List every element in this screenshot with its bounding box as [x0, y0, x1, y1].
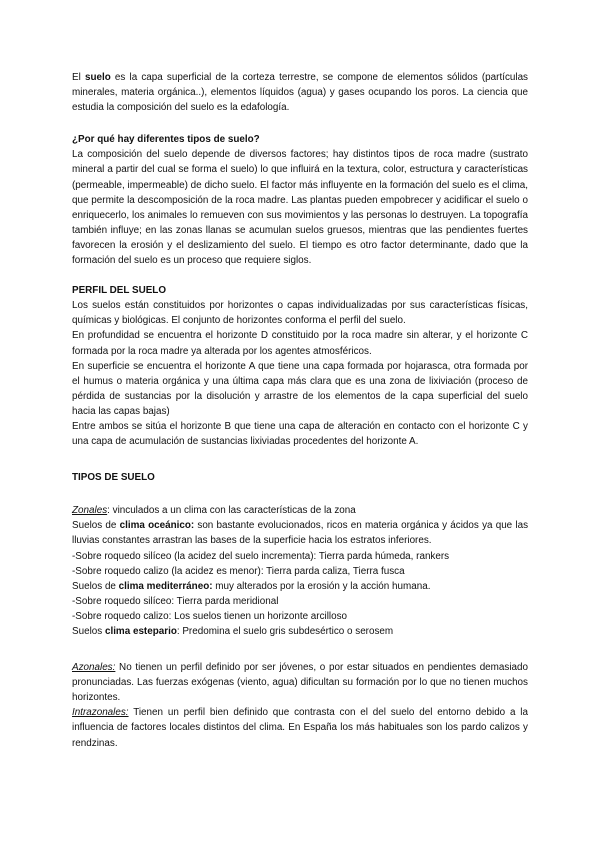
- intrazonales-paragraph: [72, 705, 528, 750]
- why-paragraph: La composición del suelo depende de diversos factores; hay distintos tipos de roca madre (sustrato mineral a partir del cual se forma el suelo) lo que influirá en la textura, color, estructura y características (permeable, impermeable) de dicho suelo. El factor más influyente en la formación del suelo es el clima, que permite la descomposición de la roca madre. Las plantas pueden empobrecer y acidificar el suelo o enriquecerlo, los animales lo remueven con sus movimientos y las personas lo destruyen. La topografía también influye; en las zonas llanas se acumulan suelos gruesos, mientras que las pendientes fuertes favorecen la erosión y el deslizamiento del suelo. El tiempo es otro factor determinante, dado que la formación del suelo es un proceso que requiere siglos.: [72, 149, 528, 267]
- document-page: [72, 70, 528, 751]
- azonales-paragraph: [72, 660, 528, 705]
- perfil-paragraph-1: Los suelos están constituidos por horizontes o capas individualizadas por sus características físicas, químicas y biológicas. El conjunto de horizontes conforma el perfil del suelo.: [72, 300, 528, 327]
- intrazonales-label: Intrazonales:: [72, 707, 129, 719]
- azonales-text: No tienen un perfil definido por ser jóvenes, o por estar situados en pendientes demasiado pronunciadas. Las fuerzas exógenas (viento, agua) dificultan su formación por lo que no tienen muchos horizontes.: [72, 662, 528, 704]
- oceanico-paragraph: [72, 518, 528, 548]
- perfil-heading: PERFIL DEL SUELO: [72, 285, 167, 297]
- zonales-line: [72, 503, 528, 518]
- mediterraneo-paragraph: [72, 579, 528, 594]
- est-pre: Suelos: [72, 626, 105, 637]
- intro-bold-term: suelo: [84, 72, 111, 83]
- oceanico-bold: clima oceánico:: [119, 520, 195, 532]
- est-bold: clima estepario: [104, 626, 177, 637]
- mediterraneo-silice: -Sobre roquedo silíceo: Tierra parda meridional: [72, 595, 279, 607]
- med-pre: Suelos de: [72, 580, 119, 592]
- perfil-paragraph-2: En profundidad se encuentra el horizonte D constituido por la roca madre sin alterar, y el horizonte C formada por la roca madre ya alterada por los agentes atmosféricos.: [72, 330, 528, 357]
- mediterraneo-calizo: -Sobre roquedo calizo: Los suelos tienen un horizonte arcilloso: [72, 610, 348, 622]
- why-heading: ¿Por qué hay diferentes tipos de suelo?: [72, 134, 260, 146]
- estepario-paragraph: [72, 624, 528, 639]
- oceanico-silice: -Sobre roquedo silíceo (la acidez del suelo incrementa): Tierra parda húmeda, rankers: [72, 550, 450, 562]
- zonales-label: Zonales: [72, 505, 108, 517]
- oceanico-text: son bastante evolucionados, ricos en materia orgánica y ácidos ya que las lluvias constantes arrastran las bases de la superficie hacia los estratos inferiores.: [72, 520, 529, 547]
- med-text: muy alterados por la erosión y la acción humana.: [212, 580, 431, 592]
- est-text: : Predomina el suelo gris subdesértico o serosem: [176, 626, 394, 637]
- azonales-label: Azonales:: [72, 662, 116, 674]
- med-bold: clima mediterráneo:: [118, 580, 213, 592]
- zonales-text: : vinculados a un clima con las características de la zona: [107, 505, 356, 517]
- perfil-paragraph-4: Entre ambos se sitúa el horizonte B que tiene una capa de alteración en contacto con el horizonte C y una capa de acumulación de sustancias lixiviadas procedentes del horizonte A.: [72, 420, 528, 448]
- tipos-heading: TIPOS DE SUELO: [72, 472, 155, 484]
- intro-rest: es la capa superficial de la corteza terrestre, se compone de elementos sólidos (partículas minerales, materia orgánica..), elementos líquidos (agua) y gases ocupando los poros. La ciencia que estudia la composición del suelo es la edafología.: [72, 72, 528, 114]
- perfil-paragraph-3: En superficie se encuentra el horizonte A que tiene una capa formada por hojarasca, otra formada por el humus o materia orgánica y una última capa más clara que es una zona de lixiviación (proceso de pérdida de sustancias por la disolución y arrastre de los elementos de la capa superficial del suelo hacia las capas bajas): [72, 360, 528, 417]
- oceanico-pre: Suelos de: [72, 520, 120, 532]
- oceanico-calizo: -Sobre roquedo calizo (la acidez es menor): Tierra parda caliza, Tierra fusca: [72, 565, 405, 577]
- intro-paragraph: [72, 70, 528, 115]
- intrazonales-text: Tienen un perfil bien definido que contrasta con el del suelo del entorno debido a la influencia de factores locales distintos del clima. En España los más habituales son los pardo calizos y rendzinas.: [72, 707, 528, 749]
- intro-pre: El: [72, 72, 85, 83]
